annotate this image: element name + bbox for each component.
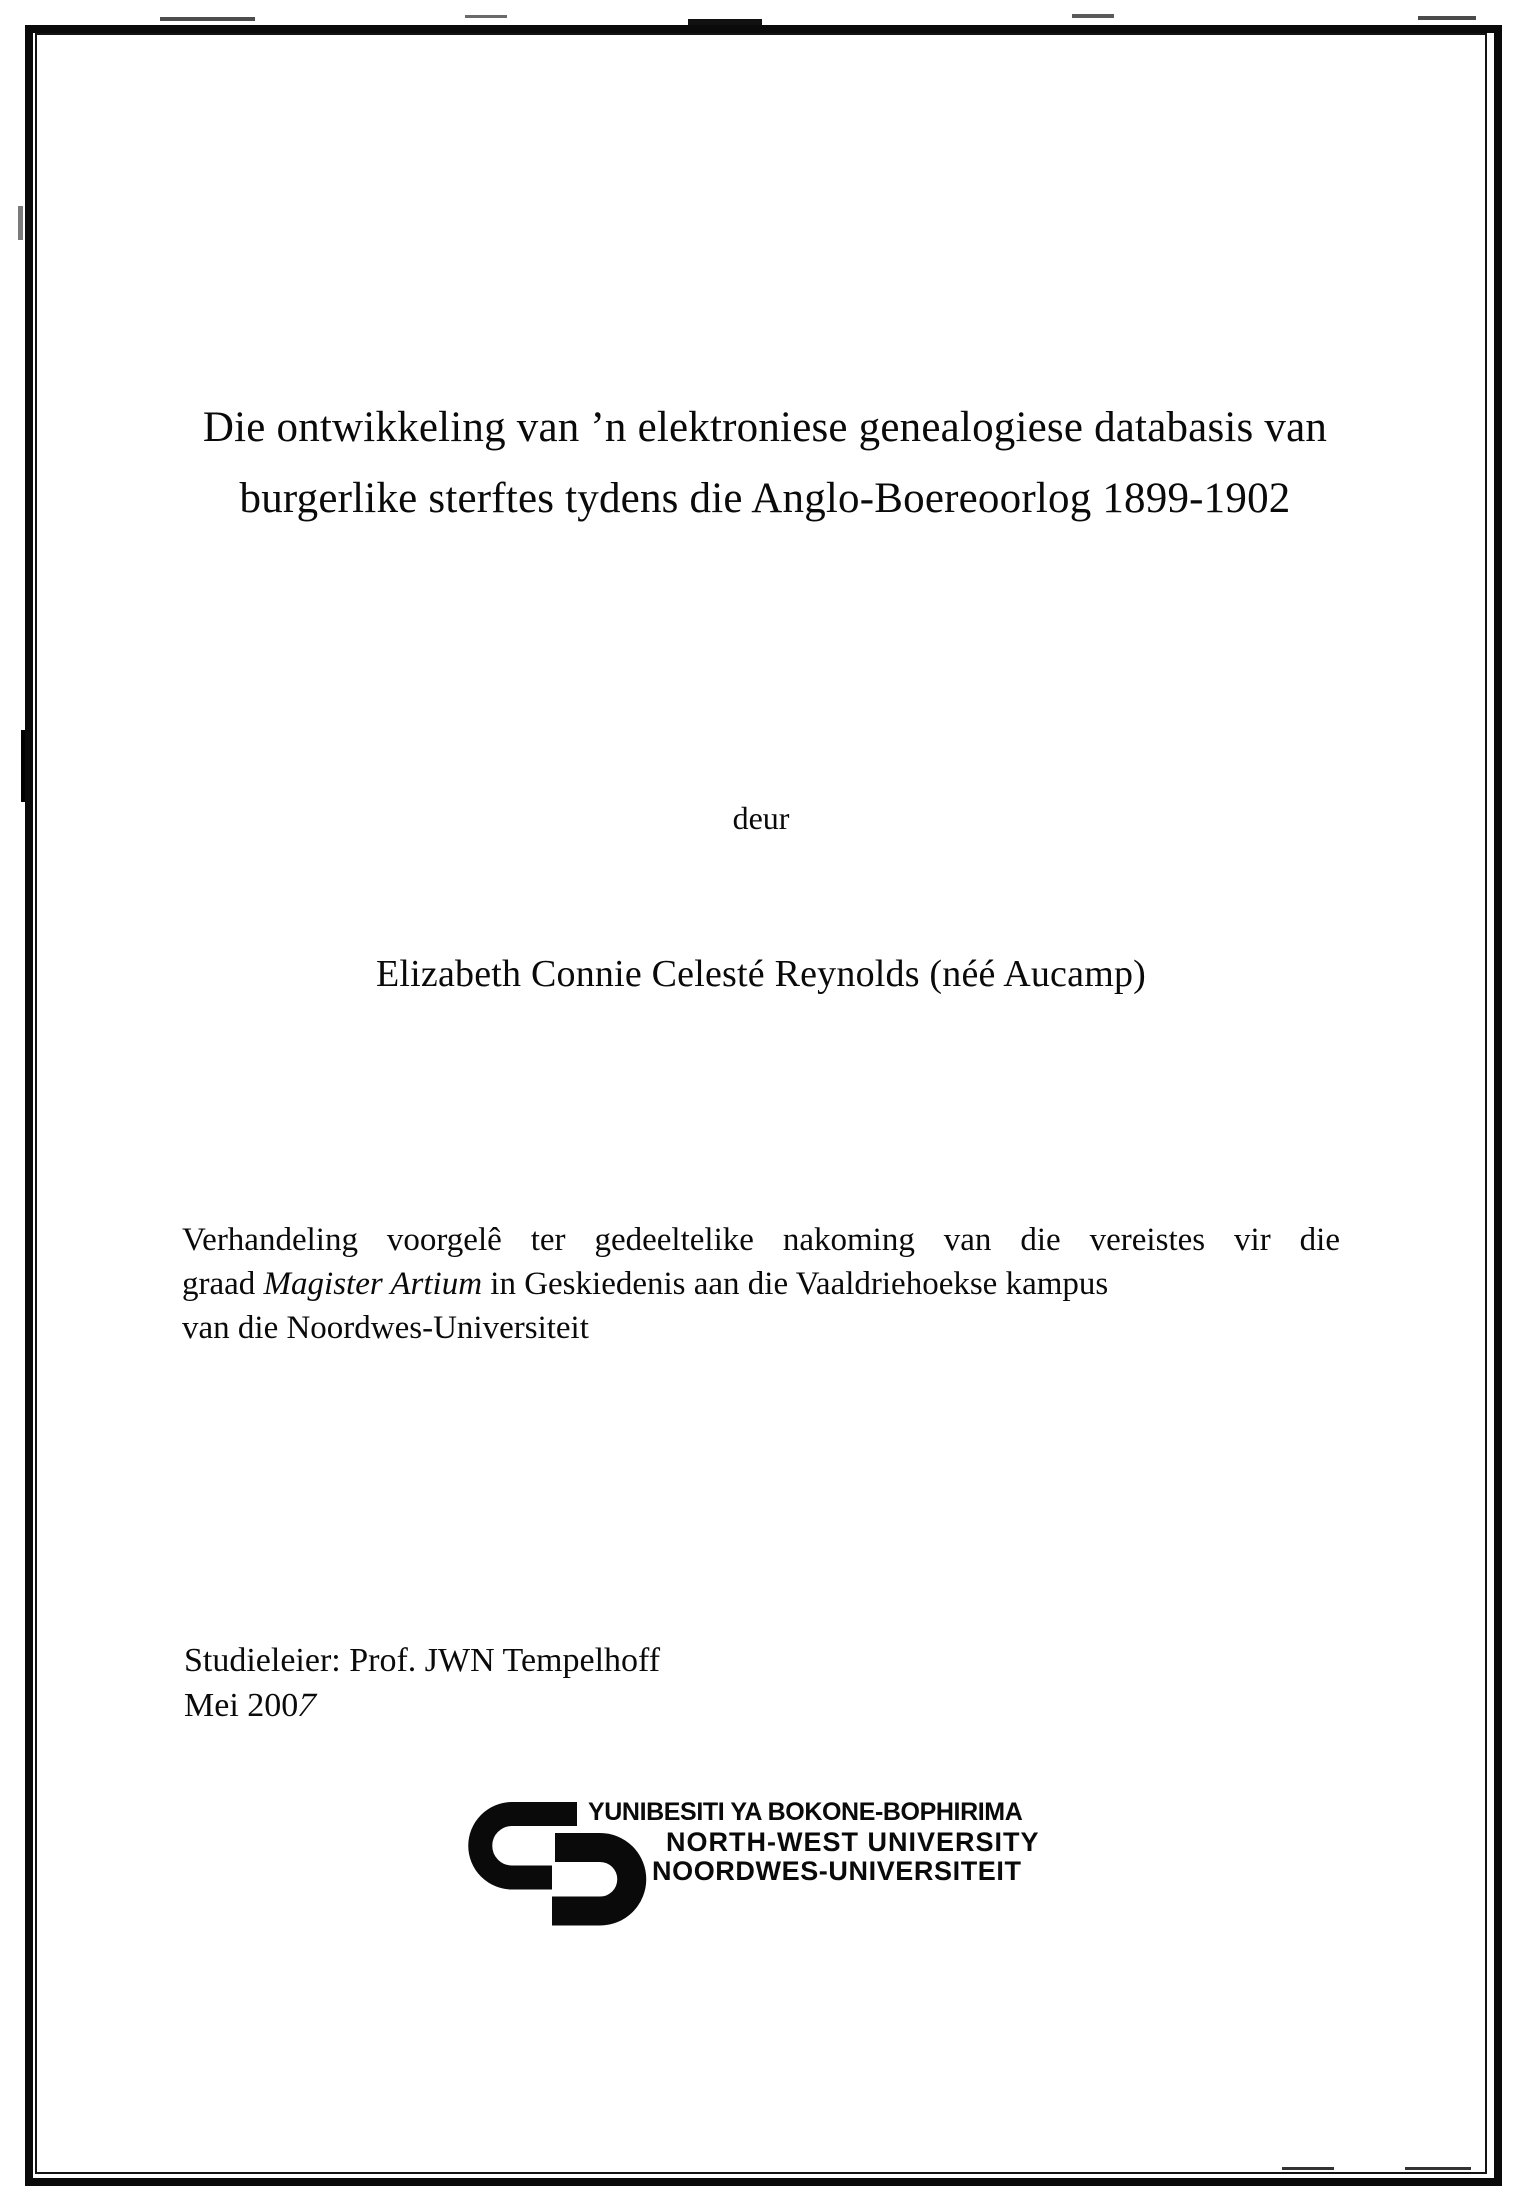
date-line xyxy=(184,1683,660,1728)
degree-statement-line3: van die Noordwes-Universiteit xyxy=(182,1310,589,1346)
byline-label: deur xyxy=(732,800,790,836)
scan-artifact xyxy=(1418,16,1476,20)
scan-artifact xyxy=(465,15,507,18)
logo-text-afrikaans: NOORDWES-UNIVERSITEIT xyxy=(652,1856,1022,1886)
thesis-title-line1: Die ontwikkeling van ’n elektroniese genealogiese databasis van xyxy=(202,404,1328,451)
scan-artifact xyxy=(1072,14,1114,18)
degree-statement-line2-suffix: in Geskiedenis aan die Vaaldriehoekse kampus xyxy=(482,1266,1109,1302)
degree-statement-line2-prefix: graad xyxy=(182,1266,264,1302)
degree-statement-line1: Verhandeling voorgelê ter gedeeltelike nakoming van die vereistes vir die xyxy=(182,1222,1340,1258)
supervisor-block xyxy=(184,1638,660,1728)
logo-text-english: NORTH-WEST UNIVERSITY xyxy=(666,1827,1040,1857)
university-logo xyxy=(440,1790,1140,1955)
thesis-title xyxy=(100,392,1430,534)
scan-artifact xyxy=(18,206,23,240)
degree-name-italic: Magister Artium xyxy=(263,1266,483,1302)
scan-artifact xyxy=(160,17,255,21)
date-prefix: Mei 200 xyxy=(184,1687,299,1724)
author-name: Elizabeth Connie Celesté Reynolds (néé Aucamp) xyxy=(375,953,1147,995)
thesis-title-line2: burgerlike sterftes tydens die Anglo-Boereoorlog 1899-1902 xyxy=(239,475,1291,522)
degree-statement xyxy=(182,1218,1340,1350)
date-last-digit: 7 xyxy=(292,1687,321,1724)
logo-text-setswana: YUNIBESITI YA BOKONE-BOPHIRIMA xyxy=(588,1798,1023,1826)
degree-statement-line2 xyxy=(182,1262,1340,1306)
supervisor-line: Studieleier: Prof. JWN Tempelhoff xyxy=(184,1642,661,1679)
